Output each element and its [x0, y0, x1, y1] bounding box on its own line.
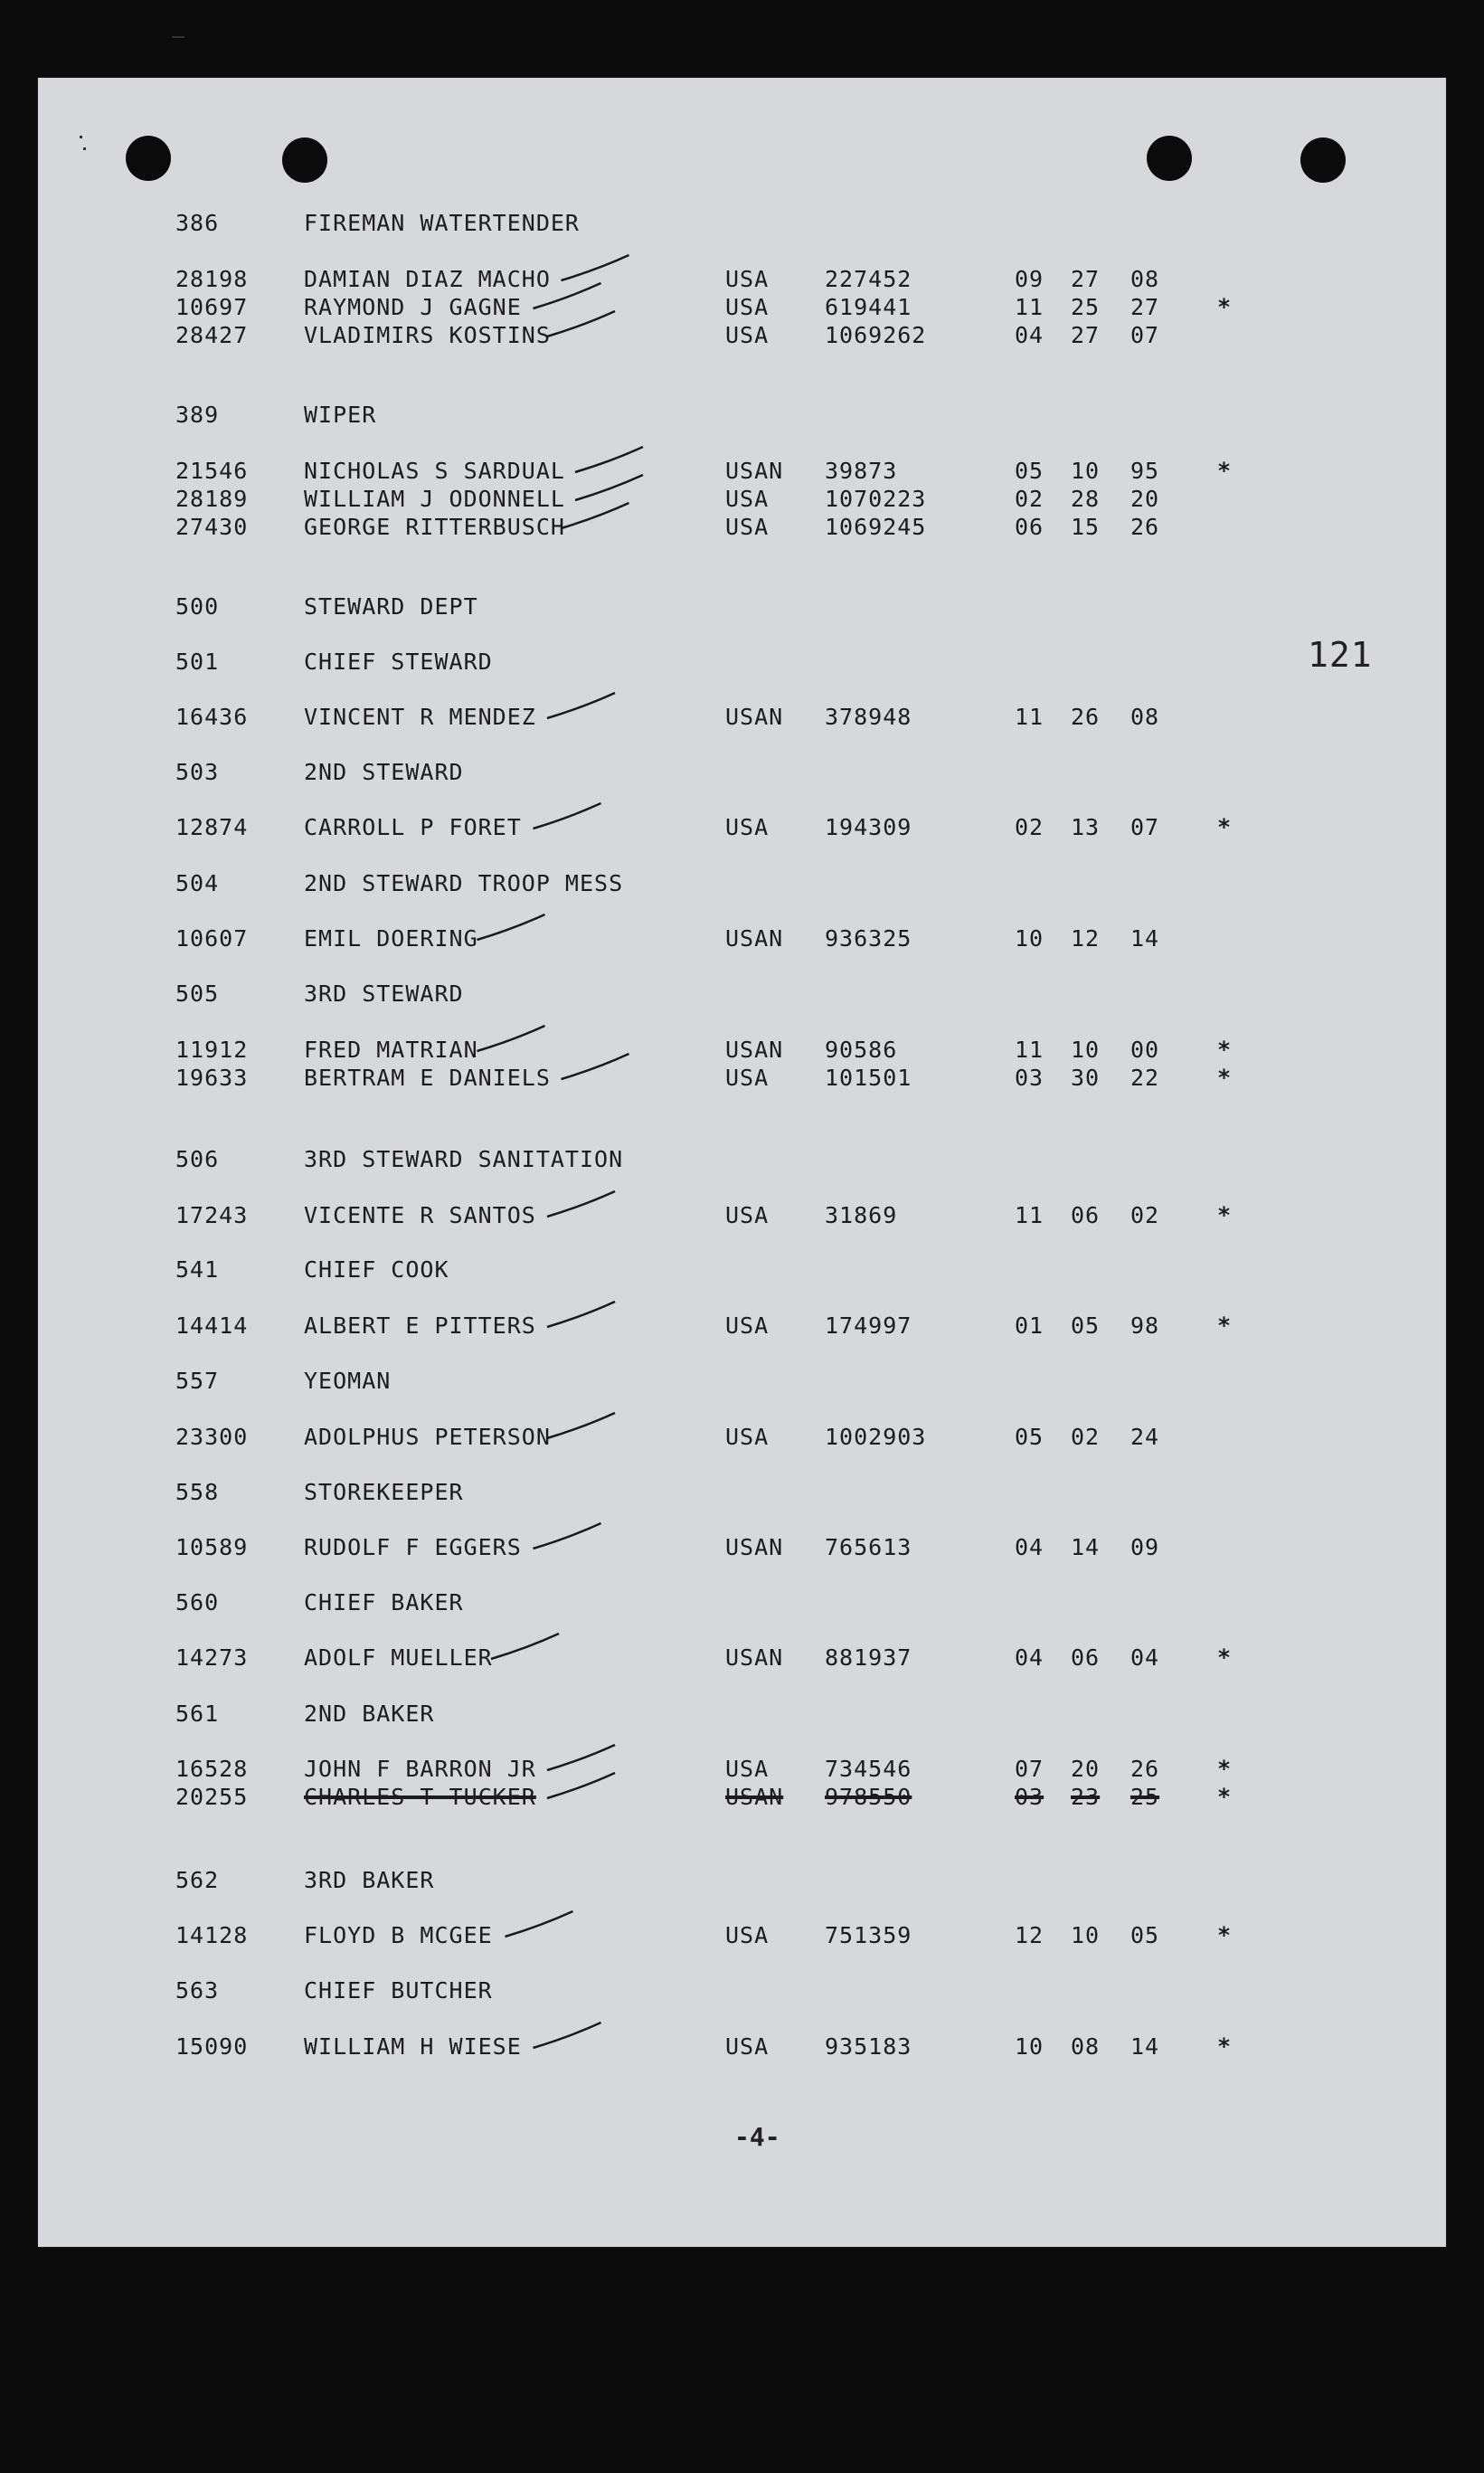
crew-number: 21546	[175, 458, 249, 484]
asterisk-mark: *	[1217, 2033, 1233, 2060]
crew-number: 12874	[175, 814, 249, 840]
citizenship: USAN	[725, 1644, 784, 1671]
birth-day: 28	[1071, 486, 1101, 512]
page-number: 121	[1308, 635, 1373, 675]
rating-title: 2ND STEWARD TROOP MESS	[304, 870, 624, 896]
document-number: 978550	[825, 1784, 912, 1810]
document-number: 31869	[825, 1202, 898, 1228]
crew-row	[38, 1534, 1446, 1563]
citizenship: USA	[725, 1424, 770, 1450]
birth-day: 10	[1071, 458, 1101, 484]
birth-year: 14	[1130, 2033, 1160, 2060]
crew-name: ADOLPHUS PETERSON	[304, 1424, 551, 1450]
section-header	[38, 1867, 1446, 1896]
citizenship: USAN	[725, 1037, 784, 1063]
birth-day: 08	[1071, 2033, 1101, 2060]
birth-year: 07	[1130, 814, 1160, 840]
crew-name: GEORGE RITTERBUSCH	[304, 514, 565, 540]
rating-title: 3RD STEWARD SANITATION	[304, 1146, 624, 1172]
crew-number: 11912	[175, 1037, 249, 1063]
asterisk-mark: *	[1217, 1202, 1233, 1228]
crew-number: 23300	[175, 1424, 249, 1450]
rating-title: CHIEF STEWARD	[304, 649, 493, 675]
birth-year: 04	[1130, 1644, 1160, 1671]
birth-year: 05	[1130, 1922, 1160, 1948]
crew-row	[38, 814, 1446, 843]
birth-year: 07	[1130, 322, 1160, 348]
birth-day: 15	[1071, 514, 1101, 540]
crew-number: 10589	[175, 1534, 249, 1560]
crew-number: 17243	[175, 1202, 249, 1228]
rating-title: 2ND BAKER	[304, 1701, 435, 1727]
birth-year: 22	[1130, 1065, 1160, 1091]
birth-month: 03	[1015, 1784, 1044, 1810]
birth-month: 06	[1015, 514, 1044, 540]
rating-code: 563	[175, 1977, 220, 2004]
rating-title: FIREMAN WATERTENDER	[304, 210, 580, 236]
rating-code: 561	[175, 1701, 220, 1727]
asterisk-mark: *	[1217, 1922, 1233, 1948]
birth-month: 04	[1015, 322, 1044, 348]
document-number: 1070223	[825, 486, 927, 512]
document-number: 734546	[825, 1756, 912, 1782]
document-number: 1069245	[825, 514, 927, 540]
document-number: 751359	[825, 1922, 912, 1948]
document-number: 881937	[825, 1644, 912, 1671]
birth-day: 26	[1071, 704, 1101, 730]
crew-row	[38, 458, 1446, 487]
birth-month: 10	[1015, 2033, 1044, 2060]
asterisk-mark: *	[1217, 1644, 1233, 1671]
section-header	[38, 981, 1446, 1009]
rating-title: 3RD BAKER	[304, 1867, 435, 1893]
birth-month: 03	[1015, 1065, 1044, 1091]
crew-row	[38, 1922, 1446, 1951]
crew-number: 15090	[175, 2033, 249, 2060]
crew-row	[38, 1784, 1446, 1813]
birth-day: 12	[1071, 925, 1101, 952]
birth-month: 04	[1015, 1644, 1044, 1671]
asterisk-mark: *	[1217, 458, 1233, 484]
birth-month: 11	[1015, 704, 1044, 730]
crew-name: RAYMOND J GAGNE	[304, 294, 522, 320]
birth-day: 06	[1071, 1202, 1101, 1228]
citizenship: USA	[725, 514, 770, 540]
crew-row	[38, 1202, 1446, 1231]
citizenship: USA	[725, 486, 770, 512]
birth-year: 26	[1130, 1756, 1160, 1782]
crew-number: 19633	[175, 1065, 249, 1091]
document-number: 1002903	[825, 1424, 927, 1450]
document-number: 39873	[825, 458, 898, 484]
birth-month: 05	[1015, 458, 1044, 484]
document-number: 619441	[825, 294, 912, 320]
crew-name: DAMIAN DIAZ MACHO	[304, 266, 551, 292]
section-header	[38, 1701, 1446, 1729]
birth-month: 10	[1015, 925, 1044, 952]
rating-title: 3RD STEWARD	[304, 981, 464, 1007]
citizenship: USA	[725, 1065, 770, 1091]
asterisk-mark: *	[1217, 1065, 1233, 1091]
crew-number: 20255	[175, 1784, 249, 1810]
crew-number: 14414	[175, 1312, 249, 1339]
birth-day: 27	[1071, 266, 1101, 292]
birth-year: 25	[1130, 1784, 1160, 1810]
citizenship: USA	[725, 266, 770, 292]
document-number: 935183	[825, 2033, 912, 2060]
crew-number: 10697	[175, 294, 249, 320]
birth-year: 27	[1130, 294, 1160, 320]
crew-name: CARROLL P FORET	[304, 814, 522, 840]
birth-year: 98	[1130, 1312, 1160, 1339]
crew-name: FRED MATRIAN	[304, 1037, 478, 1063]
rating-title: CHIEF COOK	[304, 1256, 449, 1283]
citizenship: USA	[725, 1756, 770, 1782]
section-header	[38, 1256, 1446, 1285]
section-header	[38, 1589, 1446, 1618]
crew-name: VINCENT R MENDEZ	[304, 704, 536, 730]
crew-row	[38, 1312, 1446, 1341]
section-header	[38, 402, 1446, 431]
rating-code: 500	[175, 593, 220, 620]
section-header	[38, 759, 1446, 788]
citizenship: USAN	[725, 1534, 784, 1560]
crew-name: ALBERT E PITTERS	[304, 1312, 536, 1339]
crew-row	[38, 925, 1446, 954]
birth-month: 02	[1015, 814, 1044, 840]
crew-row	[38, 486, 1446, 515]
asterisk-mark: *	[1217, 1784, 1233, 1810]
birth-month: 12	[1015, 1922, 1044, 1948]
crew-row	[38, 514, 1446, 543]
birth-month: 07	[1015, 1756, 1044, 1782]
rating-title: 2ND STEWARD	[304, 759, 464, 785]
birth-year: 26	[1130, 514, 1160, 540]
rating-title: CHIEF BUTCHER	[304, 1977, 493, 2004]
crew-name: VICENTE R SANTOS	[304, 1202, 536, 1228]
birth-year: 14	[1130, 925, 1160, 952]
crew-row	[38, 1644, 1446, 1673]
crew-row	[38, 1065, 1446, 1094]
birth-month: 04	[1015, 1534, 1044, 1560]
rating-title: STEWARD DEPT	[304, 593, 478, 620]
crew-number: 14273	[175, 1644, 249, 1671]
birth-day: 14	[1071, 1534, 1101, 1560]
birth-day: 10	[1071, 1037, 1101, 1063]
birth-day: 20	[1071, 1756, 1101, 1782]
crew-row	[38, 2033, 1446, 2062]
crew-name: FLOYD B MCGEE	[304, 1922, 493, 1948]
crew-row	[38, 322, 1446, 351]
page-footer: -4-	[734, 2122, 780, 2152]
asterisk-mark: *	[1217, 1756, 1233, 1782]
punch-hole	[1300, 137, 1346, 183]
birth-day: 25	[1071, 294, 1101, 320]
section-header	[38, 1977, 1446, 2006]
punch-hole	[1147, 136, 1192, 181]
birth-day: 23	[1071, 1784, 1101, 1810]
citizenship: USA	[725, 294, 770, 320]
citizenship: USA	[725, 322, 770, 348]
citizenship: USA	[725, 814, 770, 840]
birth-year: 08	[1130, 704, 1160, 730]
document-number: 174997	[825, 1312, 912, 1339]
birth-day: 10	[1071, 1922, 1101, 1948]
document-number: 1069262	[825, 322, 927, 348]
asterisk-mark: *	[1217, 1037, 1233, 1063]
crew-number: 28189	[175, 486, 249, 512]
birth-year: 02	[1130, 1202, 1160, 1228]
citizenship: USA	[725, 1312, 770, 1339]
birth-day: 06	[1071, 1644, 1101, 1671]
rating-title: STOREKEEPER	[304, 1479, 464, 1505]
citizenship: USA	[725, 1922, 770, 1948]
birth-month: 05	[1015, 1424, 1044, 1450]
citizenship: USAN	[725, 1784, 784, 1810]
section-header	[38, 1479, 1446, 1508]
birth-year: 08	[1130, 266, 1160, 292]
document-page	[38, 78, 1446, 2247]
rating-code: 562	[175, 1867, 220, 1893]
birth-month: 11	[1015, 294, 1044, 320]
rating-code: 503	[175, 759, 220, 785]
crew-name: EMIL DOERING	[304, 925, 478, 952]
crew-name: WILLIAM J ODONNELL	[304, 486, 565, 512]
section-header	[38, 1368, 1446, 1397]
citizenship: USAN	[725, 704, 784, 730]
document-number: 378948	[825, 704, 912, 730]
rating-title: YEOMAN	[304, 1368, 392, 1394]
section-header	[38, 870, 1446, 899]
rating-code: 558	[175, 1479, 220, 1505]
citizenship: USA	[725, 1202, 770, 1228]
birth-day: 30	[1071, 1065, 1101, 1091]
citizenship: USA	[725, 2033, 770, 2060]
birth-year: 00	[1130, 1037, 1160, 1063]
section-header	[38, 649, 1446, 677]
birth-day: 27	[1071, 322, 1101, 348]
rating-code: 557	[175, 1368, 220, 1394]
birth-month: 02	[1015, 486, 1044, 512]
crew-row	[38, 1756, 1446, 1785]
section-header	[38, 593, 1446, 622]
crew-name: ADOLF MUELLER	[304, 1644, 493, 1671]
crew-name: WILLIAM H WIESE	[304, 2033, 522, 2060]
crew-row	[38, 1037, 1446, 1066]
document-number: 936325	[825, 925, 912, 952]
asterisk-mark: *	[1217, 814, 1233, 840]
birth-year: 95	[1130, 458, 1160, 484]
document-number: 765613	[825, 1534, 912, 1560]
punch-hole	[126, 136, 171, 181]
crew-name: NICHOLAS S SARDUAL	[304, 458, 565, 484]
punch-hole	[282, 137, 327, 183]
rating-title: CHIEF BAKER	[304, 1589, 464, 1616]
rating-code: 505	[175, 981, 220, 1007]
rating-code: 501	[175, 649, 220, 675]
rating-code: 504	[175, 870, 220, 896]
crew-name: CHARLES T TUCKER	[304, 1784, 536, 1810]
crew-number: 10607	[175, 925, 249, 952]
crew-number: 28427	[175, 322, 249, 348]
birth-day: 02	[1071, 1424, 1101, 1450]
asterisk-mark: *	[1217, 294, 1233, 320]
document-number: 227452	[825, 266, 912, 292]
section-header	[38, 210, 1446, 239]
document-number: 101501	[825, 1065, 912, 1091]
crew-name: VLADIMIRS KOSTINS	[304, 322, 551, 348]
birth-year: 20	[1130, 486, 1160, 512]
crew-name: RUDOLF F EGGERS	[304, 1534, 522, 1560]
rating-code: 541	[175, 1256, 220, 1283]
birth-month: 11	[1015, 1037, 1044, 1063]
crew-number: 27430	[175, 514, 249, 540]
crew-number: 16436	[175, 704, 249, 730]
rating-title: WIPER	[304, 402, 377, 428]
citizenship: USAN	[725, 458, 784, 484]
rating-code: 389	[175, 402, 220, 428]
crew-name: BERTRAM E DANIELS	[304, 1065, 551, 1091]
birth-month: 11	[1015, 1202, 1044, 1228]
rating-code: 560	[175, 1589, 220, 1616]
rating-code: 386	[175, 210, 220, 236]
citizenship: USAN	[725, 925, 784, 952]
document-number: 90586	[825, 1037, 898, 1063]
crew-row	[38, 266, 1446, 295]
birth-year: 09	[1130, 1534, 1160, 1560]
birth-month: 01	[1015, 1312, 1044, 1339]
crew-number: 28198	[175, 266, 249, 292]
crew-row	[38, 1424, 1446, 1453]
crew-number: 14128	[175, 1922, 249, 1948]
crew-number: 16528	[175, 1756, 249, 1782]
asterisk-mark: *	[1217, 1312, 1233, 1339]
birth-day: 13	[1071, 814, 1101, 840]
birth-month: 09	[1015, 266, 1044, 292]
crew-name: JOHN F BARRON JR	[304, 1756, 536, 1782]
birth-year: 24	[1130, 1424, 1160, 1450]
birth-day: 05	[1071, 1312, 1101, 1339]
crew-row	[38, 704, 1446, 733]
document-number: 194309	[825, 814, 912, 840]
section-header	[38, 1146, 1446, 1175]
crew-row	[38, 294, 1446, 323]
rating-code: 506	[175, 1146, 220, 1172]
